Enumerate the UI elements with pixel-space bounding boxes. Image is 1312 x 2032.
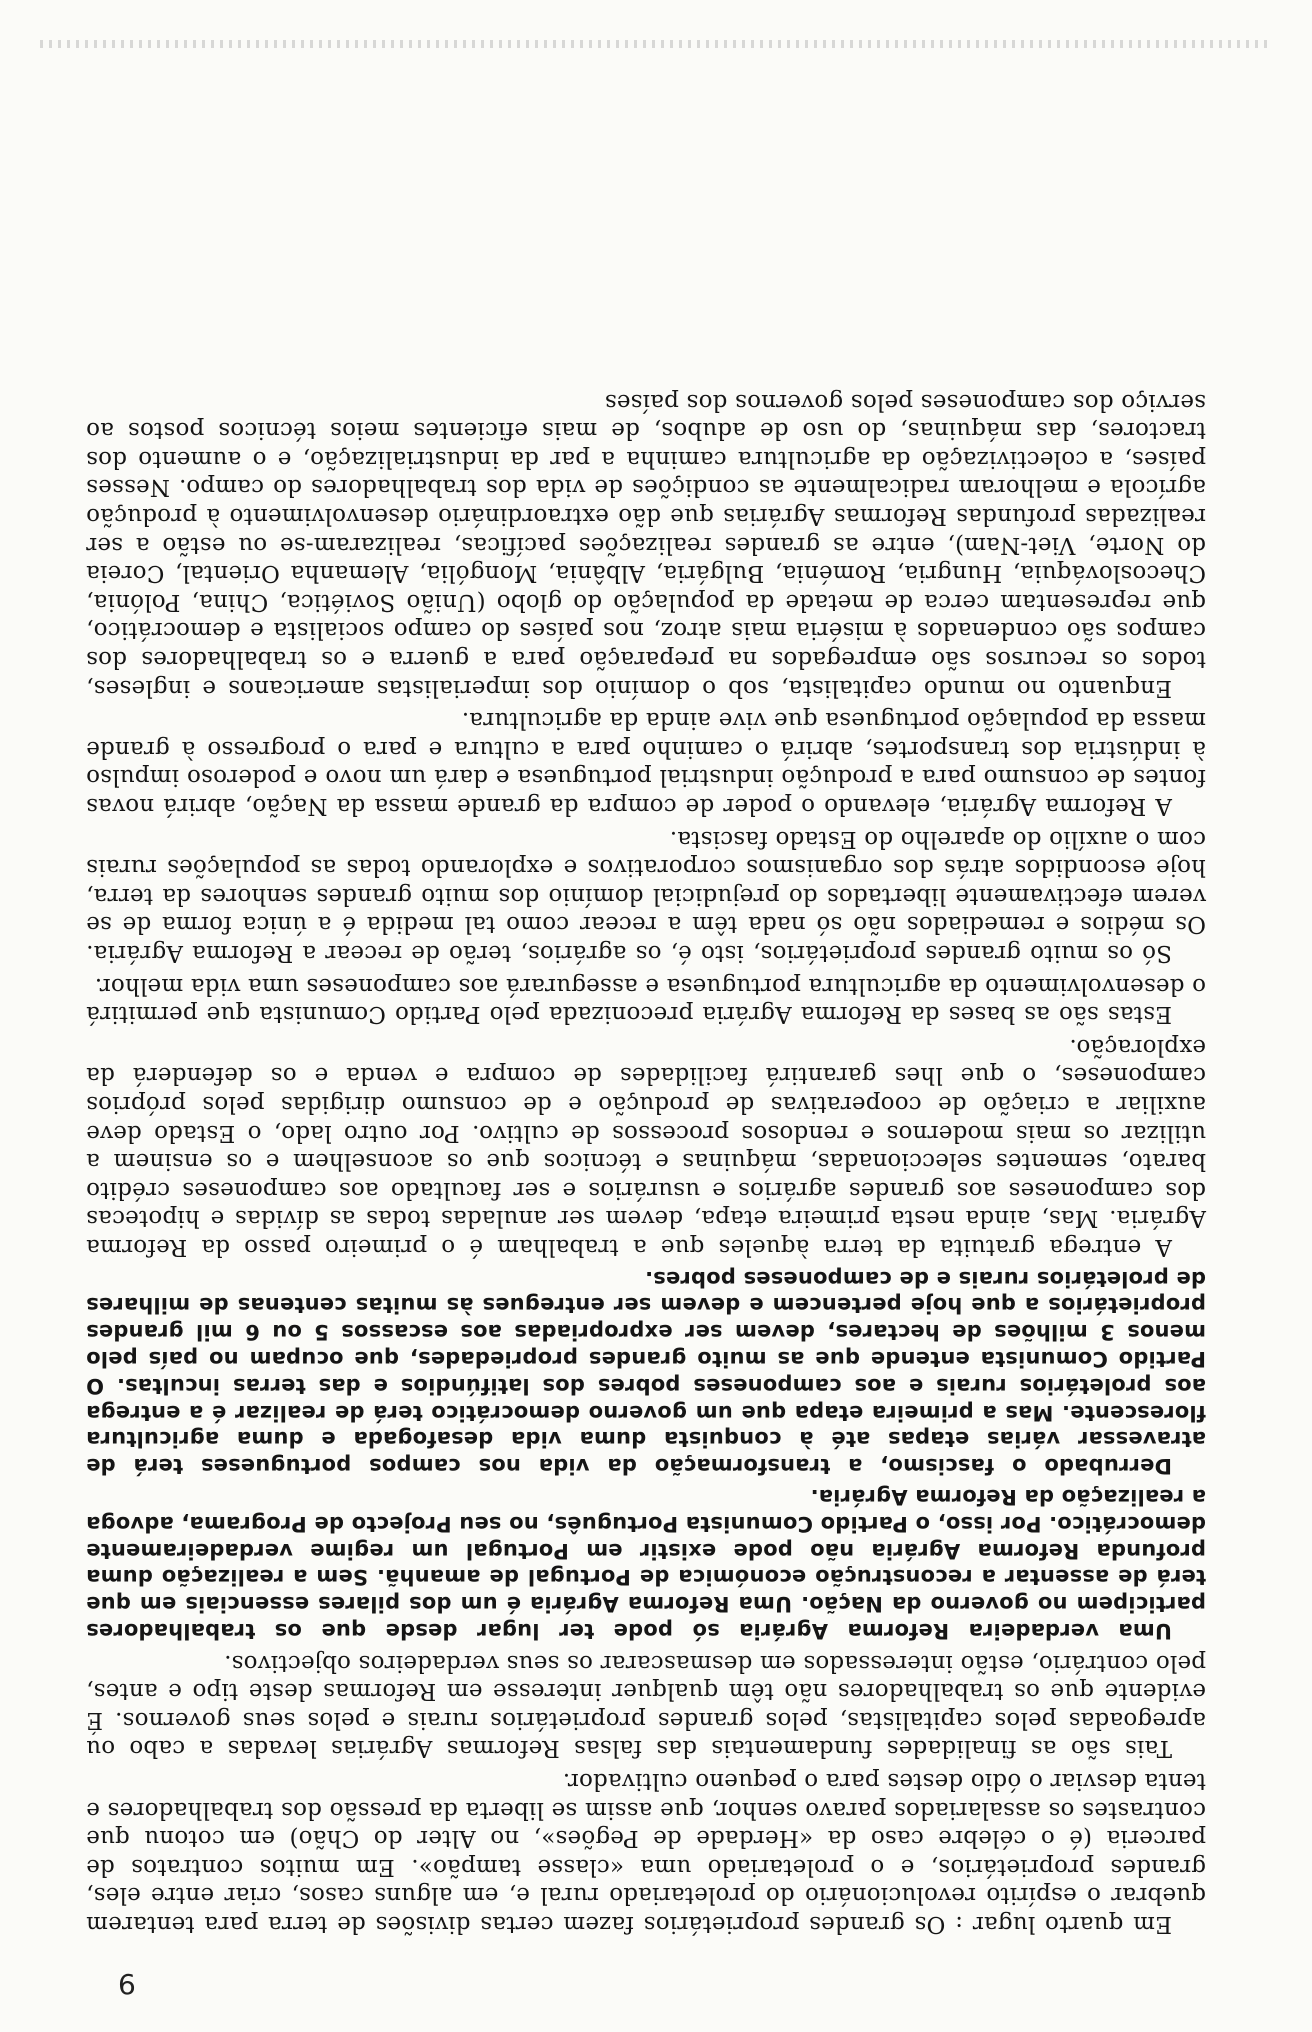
paragraph-7: Só os muito grandes proprietários, isto é, os agrários, terão de recear a Reforma Agrária. Os médios e remediados não só nada têm a recear como tal medida é a única forma de se verem efectivamente libertados do prejudicial domínio dos muito grandes senhores da terra, hoje escondidos atrás dos organismos corporativos e explorando todas as populações rurais com o auxílio do aparelho do Estado fascista.	[86, 825, 1206, 966]
paragraph-9: Enquanto no mundo capitalista, sob o domínio dos imperialistas americanos e ingleses, todos os recursos são empregados na preparação para a guerra e os trabalhadores dos campos são condenados à miséria mais atroz, nos países do campo socialista e democrático, que representam cerca de metade da população do globo (União Soviética, China, Polónia, Checoslováquia, Hungria, Roménia, Bulgária, Albânia, Mongólia, Alemanha Oriental, Coreia do Norte, Viet-Nam), entre as grandes realizações pacíficas, realizaram-se ou estão a ser realizadas profundas Reformas Agrárias que dão extraordinário desenvolvimento à produção agrícola e melhoram radicalmente as condições de vida dos trabalhadores do campo. Nesses países, a colectivização da agricultura caminha a par da industrialização, e o aumento dos tractores, das máquinas, do uso de adubos, de mais eficientes meios técnicos postos ao serviço dos camponeses pelos governos dos países	[86, 388, 1206, 701]
text-column	[86, 383, 1206, 1938]
page-number: 6	[118, 1968, 136, 2001]
paragraph-2: Tais são as finalidades fundamentais das falsas Reformas Agrárias levadas a cabo ou apregoadas pelos capitalistas, pelos grandes proprietários rurais e pelos seus governos. É evidente que os trabalhadores não têm qualquer interesse em Reformas deste tipo e antes, pelo contrário, estão interessados em desmascarar os seus verdadeiros objectivos.	[86, 1649, 1206, 1762]
rotated-page	[56, 56, 1236, 1986]
paragraph-8: A Reforma Agrária, elevando o poder de compra da grande massa da Nação, abrirá novas fontes de consumo para a produção industrial portuguesa e dará um novo e poderoso impulso à indústria dos transportes, abrirá o caminho para a cultura e para o progresso à grande massa da população portuguesa que vive ainda da agricultura.	[86, 707, 1206, 819]
paragraph-4: Derrubado o fascismo, a transformação da vida nos campos portugueses terá de atravessar várias etapas até à conquista duma vida desafogada e duma agricultura florescente. Mas a primeira etapa que um governo democrático terá de realizar é a entrega aos proletários rurais e aos camponeses pobres dos latifúndios e das terras incultas. O Partido Comunista entende que as muito grandes propriedades, que ocupam no país pelo menos 3 milhões de hectares, devem ser expropriadas aos escassos 5 ou 6 mil grandes proprietários a que hoje pertencem e devem ser entregues às muitas centenas de milhares de proletários rurais e de camponeses pobres.	[86, 1266, 1206, 1479]
paragraph-1: Em quarto lugar : Os grandes proprietários fazem certas divisões de terra para tentarem quebrar o espírito revolucionário do proletariado rural e, em alguns casos, criar entre eles, grandes proprietários, e o proletariado uma «classe tampão». Em muitos contratos de parceria (é o célebre caso da «Herdade de Pegões», no Alter do Chão) em cotonu que contrastes os assalariados paravo senhor, que assim se liberta da pressão dos trabalhadores e tenta desviar o ódio destes para o pequeno cultivador.	[86, 1768, 1206, 1937]
paragraph-6: Estas são as bases da Reforma Agrária preconizada pelo Partido Comunista que permitirá o desenvolvimento da agricultura portuguesa e assegurará aos camponeses uma vida melhor.	[86, 972, 1206, 1028]
paragraph-5: A entrega gratuita da terra àqueles que a trabalham é o primeiro passo da Reforma Agrária. Mas, ainda nesta primeira etapa, devem ser anuladas todas as dívidas e hipotecas dos camponeses aos grandes agrários e usurários e ser facultado aos camponeses crédito barato, sementes seleccionadas, máquinas e técnicos que os aconselhem e os ensinem a utilizar os mais modernos e rendosos processos de cultivo. Por outro lado, o Estado deve auxiliar a criação de cooperativas de produção e de consumo dirigidas pelos próprios camponeses, o que lhes garantirá facilidades de compra e venda e os defenderá da exploração.	[86, 1033, 1206, 1260]
scan-edge-noise	[40, 40, 1272, 48]
paragraph-3: Uma verdadeira Reforma Agrária só pode ter lugar desde que os trabalhadores participem no governo da Nação. Uma Reforma Agrária é um dos pilares essenciais em que terá de assentar a reconstrução económica de Portugal de amanhã. Sem a realização duma profunda Reforma Agrária não pode existir em Portugal um regime verdadeiramente democrático. Por isso, o Partido Comunista Português, no seu Projecto de Programa, advoga a realização da Reforma Agrária.	[86, 1485, 1206, 1644]
